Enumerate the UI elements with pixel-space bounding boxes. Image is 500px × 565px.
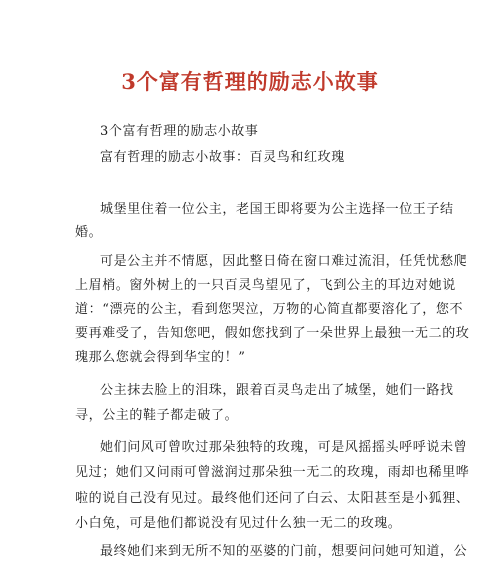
body-line: 要再难受了，告知您吧，假如您找到了一朵世界上最独一无二的玫 <box>75 326 470 341</box>
body-line: 可是公主并不情愿，因此整日倚在窗口难过流泪，任凭忧愁爬 <box>100 254 468 269</box>
body-line: 寻，公主的鞋子都走破了。 <box>75 408 239 423</box>
section-heading: 富有哲理的励志小故事：百灵鸟和红玫瑰 <box>100 150 345 165</box>
body-line: 上眉梢。窗外树上的一只百灵鸟望见了，飞到公主的耳边对她说 <box>75 278 456 293</box>
subtitle: 3个富有哲理的励志小故事 <box>100 124 259 139</box>
body-line: 见过；她们又问雨可曾滋润过那朵独一无二的玫瑰，雨却也稀里哗 <box>75 465 470 480</box>
body-line: 城堡里住着一位公主，老国王即将要为公主选择一位王子结 <box>100 202 454 217</box>
body-line: 最终她们来到无所不知的巫婆的门前，想要问问她可知道，公 <box>100 544 468 559</box>
body-line: 公主抹去脸上的泪珠，跟着百灵鸟走出了城堡，她们一路找 <box>100 383 454 398</box>
body-line: 婚。 <box>75 225 103 240</box>
body-line: 小白兔，可是他们都说没有见过什么独一无二的玫瑰。 <box>75 516 402 531</box>
body-line: 她们问风可曾吹过那朵独特的玫瑰，可是风摇摇头呼呼说未曾 <box>100 440 468 455</box>
body-line: 啦的说自己没有见过。最终他们还问了白云、太阳甚至是小狐狸、 <box>75 491 470 506</box>
page-title: 3个富有哲理的励志小故事 <box>121 69 379 94</box>
body-line: 瑰那么您就会得到华宝的！” <box>75 350 246 365</box>
body-line: 道：“漂亮的公主，看到您哭泣，万物的心简直都要溶化了，您不 <box>75 302 464 317</box>
